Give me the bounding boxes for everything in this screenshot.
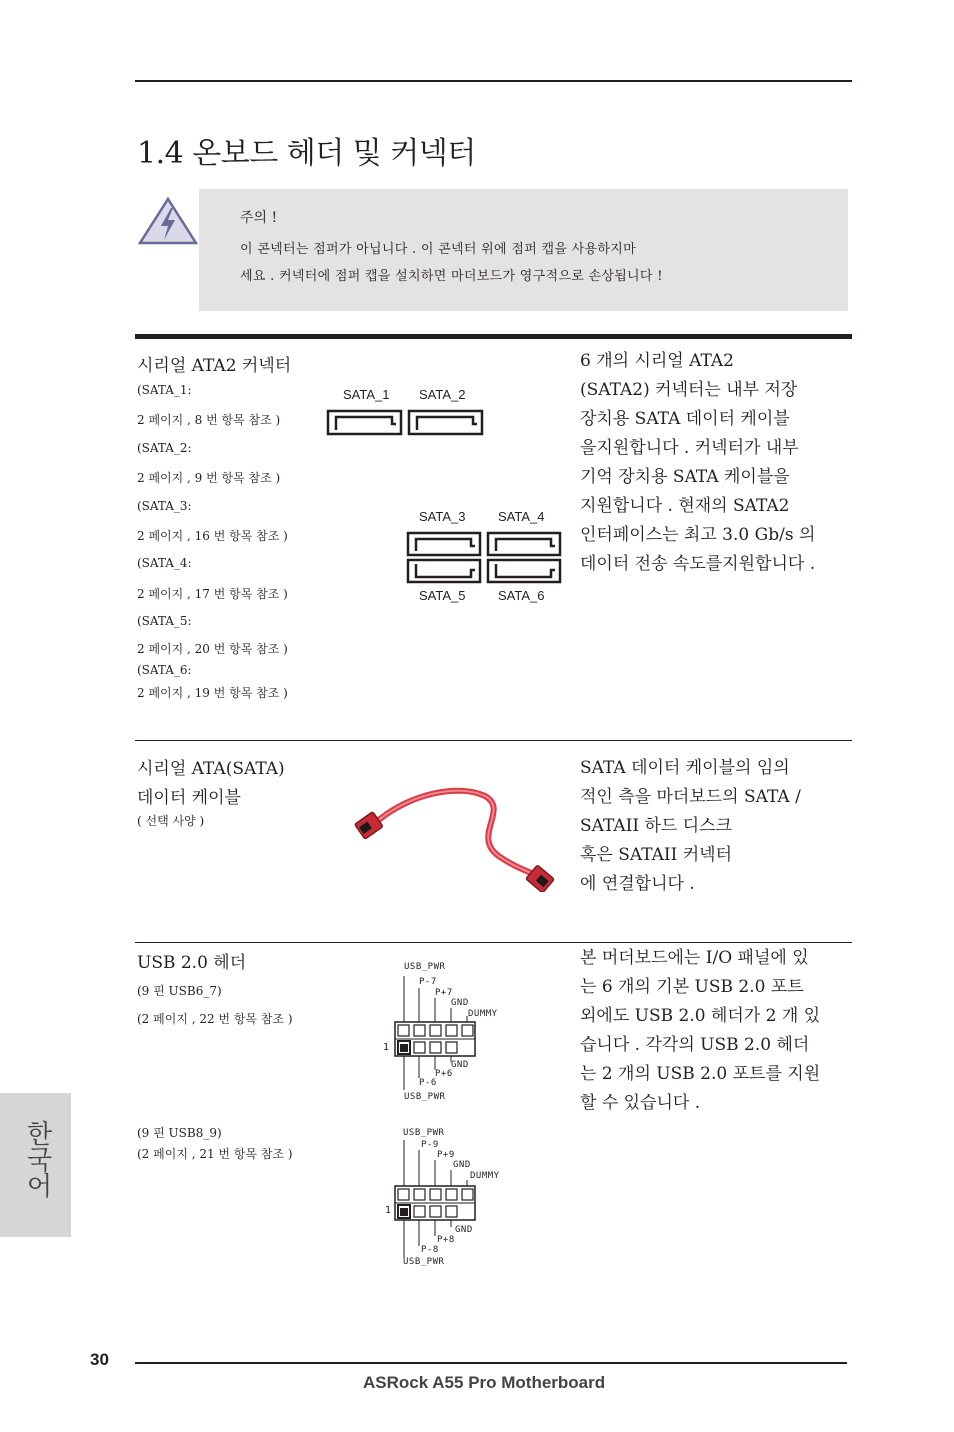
sata-item-name: (SATA_6: (137, 663, 192, 677)
sata-item-name: (SATA_4: (137, 556, 192, 570)
usb-header-name: (9 핀 USB6_7) (137, 984, 222, 998)
sata-label: SATA_4 (498, 509, 545, 524)
pin-label: GND (451, 1060, 469, 1070)
pin-label: P-8 (421, 1245, 439, 1255)
desc-line: 습니다 . 각각의 USB 2.0 헤더 (580, 1035, 810, 1055)
sata-label: SATA_6 (498, 588, 545, 603)
sata-label: SATA_5 (419, 588, 466, 603)
footer-text: ASRock A55 Pro Motherboard (363, 1373, 606, 1392)
sata-item-name: (SATA_3: (137, 499, 192, 513)
desc-line: 6 개의 시리얼 ATA2 (580, 351, 734, 371)
pin-label: P+8 (437, 1235, 455, 1245)
top-rule (135, 80, 852, 82)
sata-label: SATA_1 (343, 387, 390, 402)
desc-line: 는 2 개의 USB 2.0 포트를 지원 (580, 1064, 821, 1084)
pin-label: P-9 (421, 1140, 439, 1150)
page-number: 30 (90, 1350, 109, 1369)
desc-line: 인터페이스는 최고 3.0 Gb/s 의 (580, 525, 816, 545)
warning-icon (137, 196, 199, 246)
pin-label: P-6 (419, 1078, 437, 1088)
desc-line: 본 머더보드에는 I/O 패널에 있 (580, 948, 809, 968)
desc-line: 데이터 전송 속도를지원합니다 . (580, 554, 816, 574)
pin-one-marker: 1 (385, 1205, 392, 1216)
pin-label: USB_PWR (403, 1257, 445, 1267)
sata-item-ref: 2 페이지 , 8 번 항목 참조 ) (137, 413, 281, 427)
pin-label: GND (455, 1225, 473, 1235)
notice-heading: 주의 ! (240, 210, 278, 226)
sata-item-ref: 2 페이지 , 16 번 항목 참조 ) (137, 529, 288, 543)
sata-cable-image (350, 782, 560, 892)
pin-label: P+7 (435, 988, 453, 998)
desc-line: 혹은 SATAII 커넥터 (580, 845, 733, 865)
pin-label: USB_PWR (404, 1092, 446, 1102)
sata-label: SATA_2 (419, 387, 466, 402)
sata-item-name: (SATA_2: (137, 441, 192, 455)
sata-label: SATA_3 (419, 509, 466, 524)
section-rule (135, 942, 852, 943)
pin-one-marker: 1 (383, 1042, 390, 1053)
desc-line: 적인 측을 마더보드의 SATA / (580, 787, 801, 807)
sata-item-name: (SATA_5: (137, 614, 192, 628)
pin-label: GND (451, 998, 469, 1008)
pin-label: DUMMY (468, 1009, 498, 1019)
desc-line: 외에도 USB 2.0 헤더가 2 개 있 (580, 1006, 821, 1026)
desc-line: 장치용 SATA 데이터 케이블 (580, 409, 790, 429)
desc-line: 지원합니다 . 현재의 SATA2 (580, 496, 790, 516)
desc-line: 에 연결합니다 . (580, 874, 695, 894)
section-rule (135, 740, 852, 741)
language-tab-label: 한국어 (22, 1120, 52, 1198)
desc-line: 을지원합니다 . 커넥터가 내부 (580, 438, 799, 458)
usb-title: USB 2.0 헤더 (137, 953, 247, 973)
notice-line: 세요 . 커넥터에 점퍼 캡을 설치하면 마더보드가 영구적으로 손상됩니다 ! (240, 269, 663, 284)
footer-rule (135, 1362, 847, 1364)
pin-label: USB_PWR (404, 962, 446, 972)
cable-title: 시리얼 ATA(SATA) (137, 759, 285, 779)
pin-label: DUMMY (470, 1171, 500, 1181)
page-title: 1.4 온보드 헤더 및 커넥터 (137, 136, 476, 171)
sata-item-ref: 2 페이지 , 19 번 항목 참조 ) (137, 686, 288, 700)
pin-label: P+6 (435, 1069, 453, 1079)
cable-description (580, 754, 850, 899)
usb-header-name: (9 핀 USB8_9) (137, 1126, 222, 1140)
usb-header-ref: (2 페이지 , 21 번 항목 참조 ) (137, 1147, 293, 1161)
cable-note: ( 선택 사양 ) (137, 814, 205, 828)
sata-connector-diagram (320, 400, 570, 590)
sata-description (580, 347, 850, 579)
cable-title: 데이터 케이블 (137, 788, 241, 808)
notice-line: 이 콘넥터는 점퍼가 아닙니다 . 이 콘넥터 위에 점퍼 캡을 사용하지마 (240, 242, 636, 257)
desc-line: 는 6 개의 기본 USB 2.0 포트 (580, 977, 804, 997)
pin-label: P-7 (419, 977, 437, 987)
sata-item-ref: 2 페이지 , 9 번 항목 참조 ) (137, 471, 281, 485)
usb-description (580, 944, 850, 1118)
desc-line: 기억 장치용 SATA 케이블을 (580, 467, 790, 487)
desc-line: 할 수 있습니다 . (580, 1093, 701, 1113)
sata-section-title: 시리얼 ATA2 커넥터 (137, 356, 292, 376)
usb-header-ref: (2 페이지 , 22 번 항목 참조 ) (137, 1012, 293, 1026)
sata-item-name: (SATA_1: (137, 383, 192, 397)
pin-label: P+9 (437, 1150, 455, 1160)
section-rule (135, 334, 852, 339)
pin-label: USB_PWR (403, 1128, 445, 1138)
desc-line: (SATA2) 커넥터는 내부 저장 (580, 380, 798, 400)
usb-header-diagram (380, 960, 520, 1110)
desc-line: SATA 데이터 케이블의 임의 (580, 758, 790, 778)
desc-line: SATAII 하드 디스크 (580, 816, 733, 836)
sata-item-ref: 2 페이지 , 17 번 항목 참조 ) (137, 587, 288, 601)
sata-item-ref: 2 페이지 , 20 번 항목 참조 ) (137, 642, 288, 656)
pin-label: GND (453, 1160, 471, 1170)
